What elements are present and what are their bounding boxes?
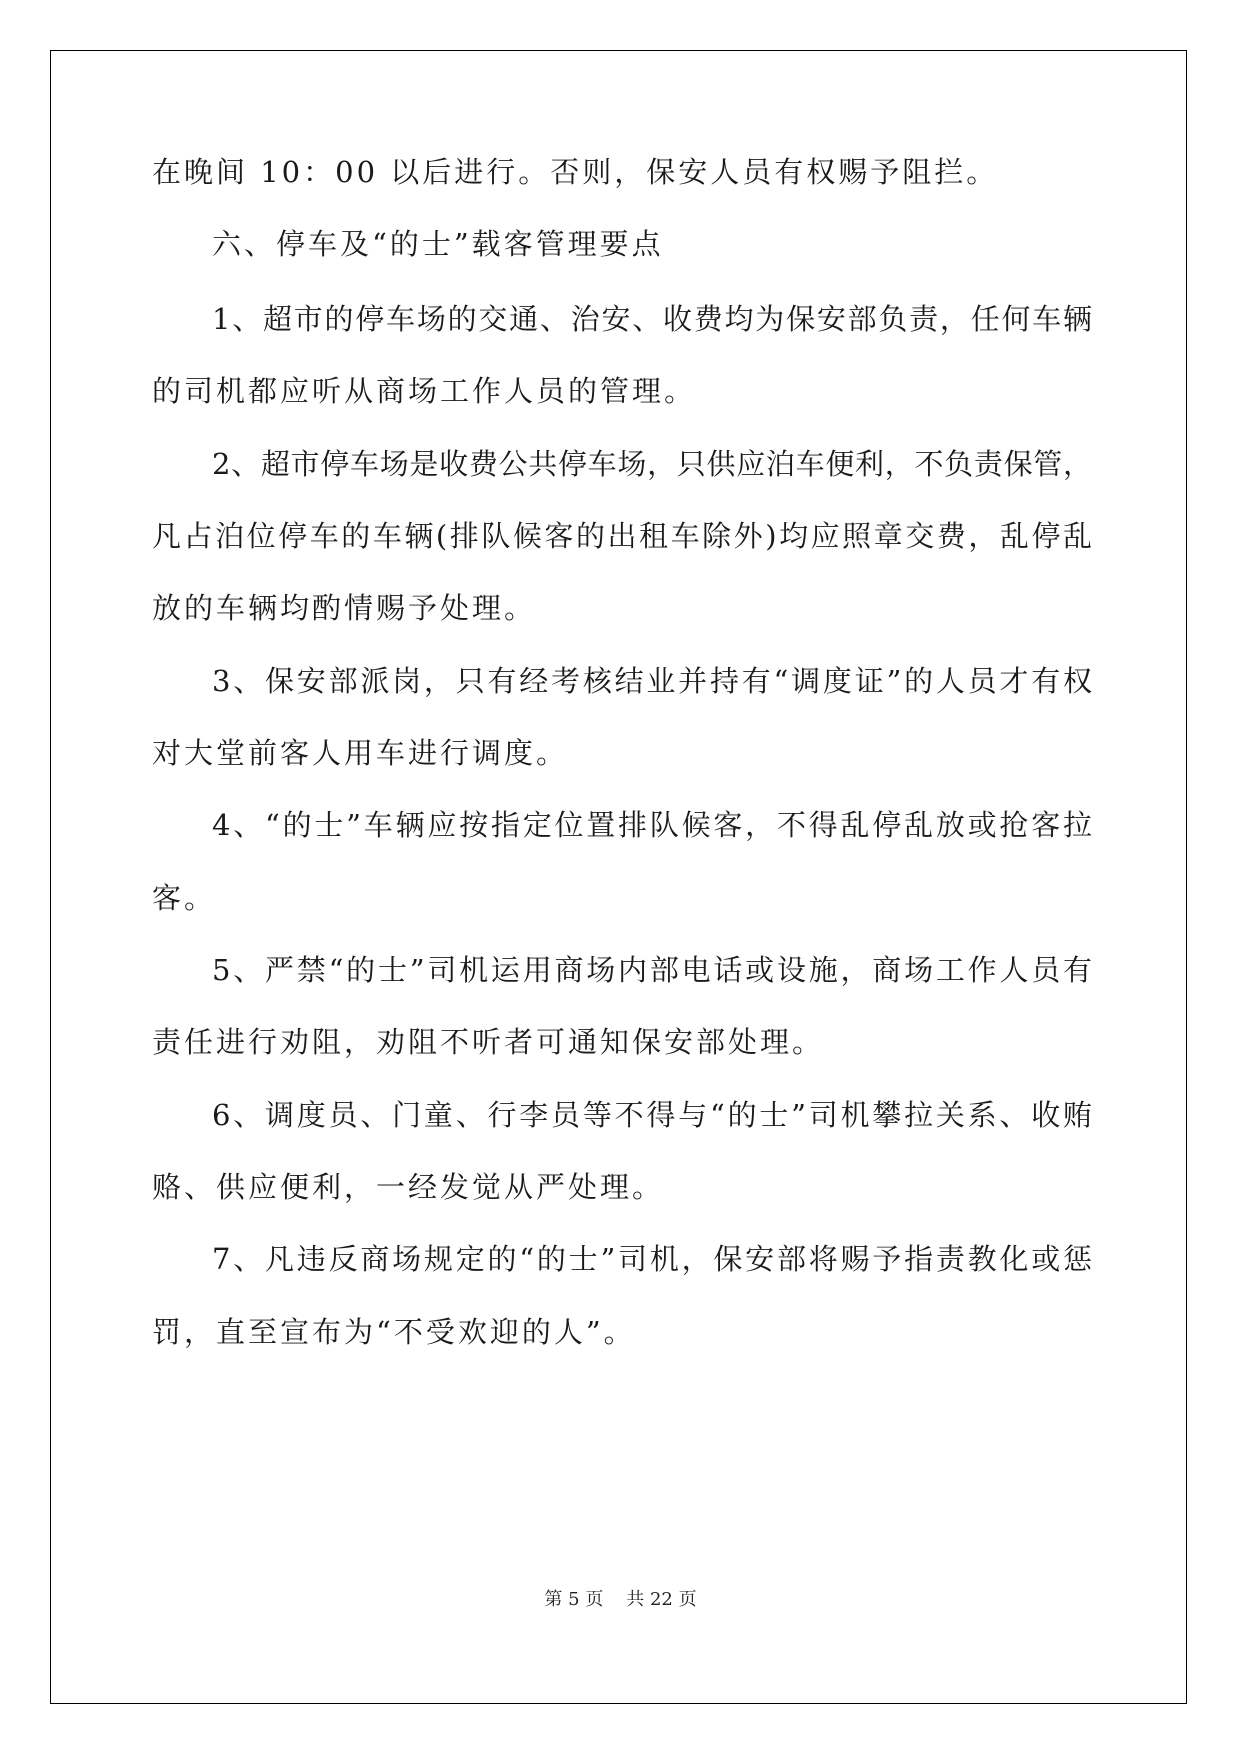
text-line: 凡占泊位停车的车辆(排队候客的出租车除外)均应照章交费，乱停乱 — [152, 519, 1092, 553]
page-number: 第 5 页 — [544, 1589, 604, 1610]
text-line: 6、调度员、门童、行李员等不得与“的士”司机攀拉关系、收贿 — [212, 1098, 1092, 1132]
text-line: 放的车辆均酌情赐予处理。 — [152, 591, 537, 625]
text-line: 7、凡违反商场规定的“的士”司机，保安部将赐予指责教化或惩 — [212, 1242, 1092, 1276]
text-line: 对大堂前客人用车进行调度。 — [152, 736, 569, 770]
text-line: 5、严禁“的士”司机运用商场内部电话或设施，商场工作人员有 — [212, 953, 1092, 987]
text-line: 责任进行劝阻，劝阻不听者可通知保安部处理。 — [152, 1025, 825, 1059]
text-line: 4、“的士”车辆应按指定位置排队候客，不得乱停乱放或抢客拉 — [212, 808, 1092, 842]
text-line: 罚，直至宣布为“不受欢迎的人”。 — [152, 1315, 636, 1349]
text-line: 客。 — [152, 881, 217, 915]
section-heading: 六、停车及“的士”载客管理要点 — [212, 227, 664, 261]
text-line: 赂、供应便利，一经发觉从严处理。 — [152, 1170, 665, 1204]
text-line: 3、保安部派岗，只有经考核结业并持有“调度证”的人员才有权 — [212, 664, 1092, 698]
text-line: 的司机都应听从商场工作人员的管理。 — [152, 374, 697, 408]
page-total: 共 22 页 — [626, 1589, 697, 1610]
text-line: 在晚间 10：00 以后进行。否则，保安人员有权赐予阻拦。 — [152, 155, 999, 189]
text-line: 1、超市的停车场的交通、治安、收费均为保安部负责，任何车辆 — [212, 302, 1092, 336]
page-footer — [0, 1585, 1241, 1611]
text-line: 2、超市停车场是收费公共停车场，只供应泊车便利，不负责保管， — [212, 447, 1092, 481]
